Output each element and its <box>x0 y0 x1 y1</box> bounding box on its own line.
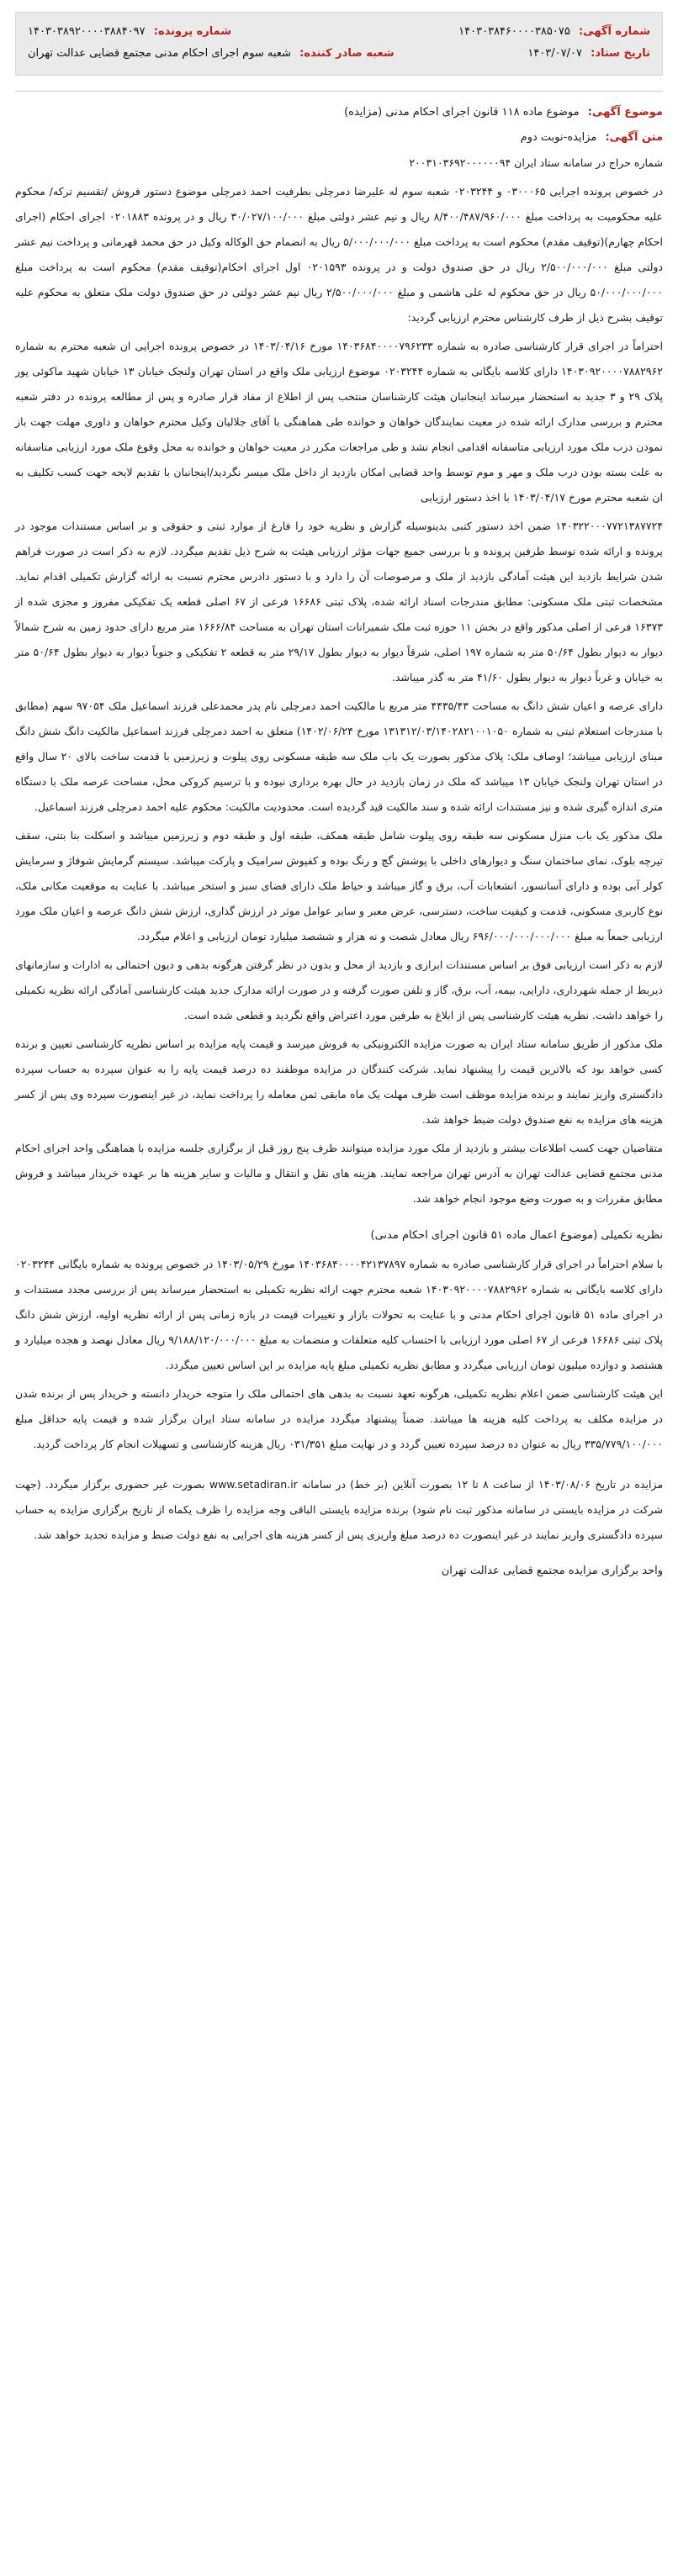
disclaimer-paragraph: لازم به ذکر است ارزیابی فوق بر اساس مستندات ابرازی و بازدید از محل و بدون در نظر گرفتن هرگونه بدهی و دیون احتمالی به ادارات و سازمانهای ذیربط از جمله شهرداری، دارایی، بیمه، آب، برق، گاز و تلفن صورت گرفته و در صورت ارائه مدارک جدید هیئت کارشناسی آمادگی ارائه نظریه تکمیلی را خواهد داشت. نظریه هیئت کارشناسی پس از ابلاغ به طرفین مورد اعتراض واقع نگردید و قطعی شده است. <box>15 958 663 1021</box>
subject-value: موضوع ماده ۱۱۸ قانون اجرای احکام مدنی (مزایده) <box>344 106 580 119</box>
issuing-branch <box>28 43 395 65</box>
registration-paragraph: ۱۴۰۳۲۲۰۰۰۷۷۲۱۳۸۷۷۲۴ ضمن اخذ دستور کتبی بدینوسیله گزارش و نظریه خود را فارغ از موارد ثبتی و حقوقی و بر اساس مستندات موجود در پرونده و ارائه شده توسط طرفین پرونده و با بررسی جمیع جهات مؤثر ارزیابی هیئت به شرح ذیل تقدیم میگردد. لازم به ذکر است در صورت فراهم شدن شرایط بازدید این هیئت آمادگی بازدید از ملک و مرصوصات آن را دارد و با دستور دادرس محترم نسبت به ارائه گزارش تکمیلی اقدام نماید. مشخصات ثبتی ملک مسکونی: مطابق مندرجات اسناد ارائه شده، پلاک ثبتی ۱۶۶۸۶ فرعی از ۶۷ اصلی قطعه یک تفکیکی مفروز و مجزی شده از ۱۶۳۷۳ فرعی از اصلی مذکور واقع در بخش ۱۱ حوزه ثبت ملک شمیرانات استان تهران به مساحت ۱۶۶۶/۸۴ متر مربع دارای حدود زمین به شرح شمالاً دیوار به دیوار بطول ۵۰/۶۴ متر به شماره ۱۹۷ اصلی، شرقاً دیوار به دیوار بطول ۲۹/۱۷ متر به قطعه ۲ تفکیکی و جنوباً دیوار به دیوار بطول ۵۰/۶۴ متر به خیابان و غرباً دیوار به دیوار بطول ۴۱/۶۰ متر به گذر میباشد. <box>15 520 663 684</box>
visit-info-paragraph: متقاضیان جهت کسب اطلاعات بیشتر و بازدید از ملک مورد مزایده میتوانند ظرف پنج روز قبل از برگزاری جلسه مزایده با هماهنگی واحد اجرای احکام مدنی مجتمع قضایی عدالت تهران به آدرس تهران مراجعه نمایند. هزینه های نقل و انتقال و مالیات و سایر هزینه ها بر عهده خریدار میباشد و فروش مطابق مقررات و به صورت وضع موجود انجام خواهد شد. <box>15 1142 663 1205</box>
setad-date <box>527 43 650 65</box>
auction-id-paragraph: شماره حراج در سامانه ستاد ایران ۲۰۰۳۱۰۳۶۹۲۰۰۰۰۰۰۹۴ <box>409 156 663 169</box>
agahi-number-value: ۱۴۰۳۰۳۸۴۶۰۰۰۰۳۸۵۰۷۵ <box>458 25 570 38</box>
subject-label: موضوع آگهی: <box>587 106 663 119</box>
header-row-2 <box>28 43 650 65</box>
supplementary-paragraph: با سلام احتراماً در اجرای قرار کارشناسی صادره به شماره ۱۴۰۳۶۸۴۰۰۰۰۴۲۱۳۷۸۹۷ مورخ ۱۴۰۳/۰۵/۲۹ در خصوص پرونده به شماره بایگانی ۰۲۰۳۲۴۴ دارای کلاسه بایگانی به شماره ۱۴۰۳۰۹۲۰۰۰۰۷۸۸۲۹۶۲ شعبه محترم جهت ارائه نظریه تکمیلی به استحضار میرساند پس از بررسی مجدد مستندات و در اجرای ماده ۵۱ قانون اجرای احکام مدنی و با عنایت به تحولات بازار و تغییرات قیمت در بازه زمانی پس از ارائه نظریه اولیه، ارزش شش دانگ پلاک ثبتی ۱۶۶۸۶ فرعی از ۶۷ اصلی مورد ارزیابی با احتساب کلیه متعلقات و منضمات به مبلغ ۹/۱۸۸/۱۲۰/۰۰۰/۰۰۰ ریال معادل نهصد و هجده میلیارد و هشتصد و دوازده میلیون تومان ارزیابی میگردد و مطابق نظریه تکمیلی مبلغ پایه مزایده بر این اساس تعیین میگردد. <box>15 1258 664 1371</box>
supplementary-paragraph-2: این هیئت کارشناسی ضمن اعلام نظریه تکمیلی، هرگونه تعهد نسبت به بدهی های احتمالی ملک را متوجه خریدار دانسته و خریدار پس از برنده شدن در مزایده مکلف به پرداخت کلیه هزینه ها میباشد. ضمناً پیشنهاد میگردد مزایده در سامانه ستاد ایران برگزار شده و قیمت پایه حداقل مبلغ ۳۳۵/۷۷۹/۱۰۰/۰۰۰ ریال به عنوان ده درصد سپرده تعیین گردد و در نهایت مبلغ ۰۳۱/۳۵۱ ریال هزینه کارشناسی و تسهیلات انجام کار پرداخت گردید. <box>15 1387 663 1450</box>
case-summary-paragraph: در خصوص پرونده اجرایی ۰۳۰۰۰۶۵ و ۰۲۰۳۲۴۴ شعبه سوم له علیرضا دمرچلی بطرفیت احمد دمرچلی موضوع دستور فروش /تقسیم ترکه/ محکوم علیه محکومیت به پرداخت مبلغ ۸/۴۰۰/۴۸۷/۹۶۰/۰۰۰ ریال و نیم عشر دولتی مبلغ ۳۰/۰۲۷/۱۰۰/۰۰۰ ریال و در پرونده ۰۲۰۱۸۸۳ اجرای احکام (اجرای احکام چهارم)(توقیف مقدم) محکوم است به پرداخت مبلغ ۵/۰۰۰/۰۰۰/۰۰۰ ریال به انضمام حق الوکاله وکیل در حق محمد قهرمانی و پرداخت نیم عشر دولتی مبلغ ۲/۵۰۰/۰۰۰/۰۰۰ ریال در حق صندوق دولت و در پرونده ۰۲۰۱۵۹۳ اول اجرای احکام(توقیف مقدم) محکوم است به پرداخت مبلغ ۵۰/۰۰۰/۰۰۰/۰۰۰ ریال در حق محکوم له علی هاشمی و مبلغ ۲/۵۰۰/۰۰۰/۰۰۰ ریال نیم عشر دولتی در حق صندوق دولت ملک متعلق به محکوم علیه توقیف بشرح ذیل از طرف کارشناس محترم ارزیابی گردید: <box>15 185 664 324</box>
issuing-branch-label: شعبه صادر کننده: <box>299 47 395 60</box>
notice-text-type <box>15 125 663 150</box>
header-row-1 <box>28 21 650 43</box>
parvande-number <box>28 21 231 43</box>
notice-header <box>15 12 663 76</box>
text-value: مزایده-نوبت دوم <box>520 131 597 144</box>
setad-date-value: ۱۴۰۳/۰۷/۰۷ <box>527 47 582 60</box>
property-description-paragraph: ملک مذکور یک باب منزل مسکونی سه طبقه روی پیلوت شامل طبقه همکف، طبقه اول و طبقه دوم و زیرزمین میباشد و اسکلت بنا بتنی، سقف تیرچه بلوک، نمای ساختمان سنگ و دیوارهای داخلی با پوشش گچ و رنگ بوده و کفپوش سرامیک و پارکت میباشد. سیستم گرمایش شوفاژ و سرمایش کولر آبی بوده و دارای آسانسور، انشعابات آب، برق و گاز میباشد و حیاط ملک دارای فضای سبز و استخر میباشد. با عنایت به موقعیت مکانی ملک، نوع کاربری مسکونی، قدمت و کیفیت ساخت، دسترسی، عرض معبر و سایر عوامل موثر در ارزش گذاری، ارزش شش دانگ عرصه و اعیان ملک مورد ارزیابی جمعاً به مبلغ ۶۹۶/۰۰۰/۰۰۰/۰۰۰/۰۰۰ ریال معادل شصت و نه هزار و ششصد میلیارد تومان ارزیابی و اعلام میگردد. <box>15 829 663 942</box>
footer-paragraph: مزایده در تاریخ ۱۴۰۳/۰۸/۰۶ از ساعت ۸ تا ۱۲ بصورت آنلاین (بر خط) در سامانه www.setadiran.ir بصورت غیر حضوری برگزار میگردد. (جهت شرکت در مزایده بایستی در سامانه مذکور ثبت نام شود) برنده مزایده بایستی الباقی وجه مزایده را ظرف یکماه از تاریخ برگزاری مزایده به حساب سپرده دادگستری واریز نمایند در غیر اینصورت ده درصد مبلغ واریزی پس از کسر هزینه های اجرایی به نفع دولت ضبط و مزایده تجدید خواهد شد. <box>15 1478 664 1541</box>
auction-terms-paragraph: ملک مذکور از طریق سامانه ستاد ایران به صورت مزایده الکترونیکی به فروش میرسد و قیمت پایه مزایده بر اساس نظریه کارشناسی تعیین و برنده کسی خواهد بود که بالاترین قیمت را پیشنهاد نماید. شرکت کنندگان در مزایده موظفند ده درصد قیمت پایه را به عنوان سپرده به حساب سپرده دادگستری واریز نمایند و برنده مزایده موظف است ظرف مهلت یک ماه مابقی ثمن معامله را پرداخت نماید، در غیر اینصورت سپرده وی پس از کسر هزینه های مزایده به نفع صندوق دولت ضبط خواهد شد. <box>15 1037 663 1126</box>
agahi-number-label: شماره آگهی: <box>578 25 650 38</box>
agahi-number <box>458 21 650 43</box>
expert-report-paragraph: احتراماً در اجرای قرار کارشناسی صادره به شماره ۱۴۰۳۶۸۴۰۰۰۰۷۹۶۲۳۳ مورخ ۱۴۰۳/۰۴/۱۶ در خصوص پرونده اجرایی ان شعبه محترم به شماره ۱۴۰۳۰۹۲۰۰۰۰۷۸۸۲۹۶۲ دارای کلاسه بایگانی به شماره ۰۲۰۳۲۴۴ موضوع ارزیابی ملک واقع در استان تهران ولنجک خیابان ۱۳ خیابان شهید ماکوئی پور پلاک ۲۹ و ۳ جدید به استحضار میرساند اینجانبان هیئت کارشناسان منتخب پس از اطلاع از مفاد قرار صادره و پس از مطالعه پرونده در دفتر شعبه محترم و بررسی مدارک ارائه شده در معیت نمایندگان خواهان و خوانده طی هماهنگی با آقای جلالیان وکیل محترم خواهان و داوری مهلت جهت باز نمودن درب ملک مورد ارزیابی متاسفانه اقدامی انجام نشد و طی مراجعات مکرر در معیت خواهان و خوانده به محل وقوع ملک مورد ارزیابی متاسفانه به علت بسته بودن درب ملک و مهر و موم توسط واحد قضایی امکان بازدید از داخل ملک میسر نگردید/اینجانبان با تقدیم لایحه جهت کسب تکلیف به ان شعبه محترم مورخ ۱۴۰۳/۰۴/۱۷ با اخذ دستور ارزیابی <box>15 340 663 504</box>
text-label: متن آگهی: <box>605 131 663 144</box>
issuing-branch-value: شعبه سوم اجرای احکام مدنی مجتمع قضایی عدالت تهران <box>28 47 291 60</box>
parvande-number-label: شماره پرونده: <box>153 25 232 38</box>
divider <box>15 91 663 92</box>
signature-line: واحد برگزاری مزایده مجتمع قضایی عدالت تهران <box>441 1564 663 1577</box>
supplementary-heading: نظریه تکمیلی (موضوع اعمال ماده ۵۱ قانون اجرای احکام مدنی) <box>370 1229 663 1242</box>
parvande-number-value: ۱۴۰۳۰۳۸۹۲۰۰۰۰۳۸۸۴۰۹۷ <box>28 25 146 38</box>
ownership-paragraph: دارای عرصه و اعیان شش دانگ به مساحت ۴۴۳۵/۴۳ متر مربع با مالکیت احمد دمرچلی نام پدر محمدعلی فرزند اسماعیل ملک ۹۷۰۵۴ سهم (مطابق با مندرجات استعلام ثبتی به شماره ۱۳۱۳۱۲/۰۳/۱۴۰۲۸۲۱۰۰۱۰۵۰ مورخ ۱۴۰۲/۰۶/۲۴) متعلق به احمد دمرچلی فرزند اسماعیل مالکیت دانگ شش دانگ مبنای ارزیابی میباشد؛ اوصاف ملک: پلاک مذکور بصورت یک باب ملک سه طبقه مسکونی روی پیلوت و زیرزمین با قدمت ساخت بالای ۲۰ سال واقع در استان تهران ولنجک خیابان ۱۳ میباشد که ملک در زمان بازدید در حال بهره برداری نبوده و با ترسیم کروکی محل، مساحت عرصه ملک با دستگاه متری اندازه گیری شده و نیز مستندات ارائه شده و سند مالکیت قید گردیده است. محدودیت مالکیت: محکوم علیه احمد دمرچلی فرزند اسماعیل. <box>15 699 663 813</box>
setad-date-label: تاریخ ستاد: <box>591 47 650 60</box>
notice-subject <box>15 100 663 125</box>
